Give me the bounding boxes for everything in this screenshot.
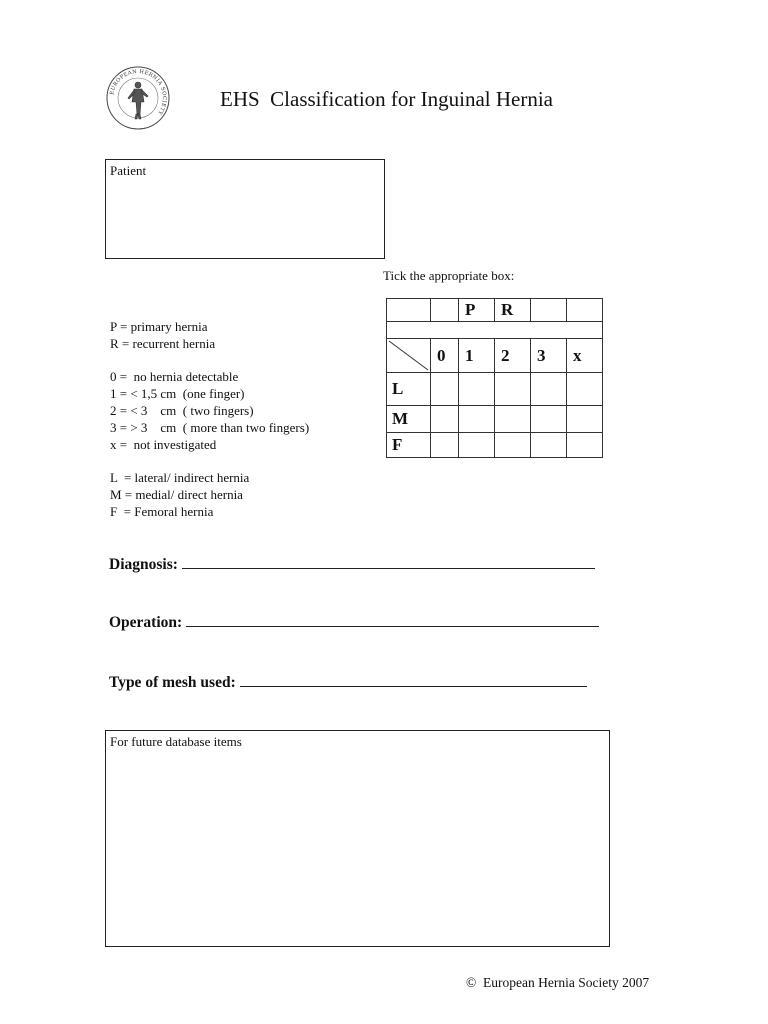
classification-grid [386,298,603,458]
diagnosis-label: Diagnosis: [109,556,178,573]
legend-femoral: F = Femoral hernia [110,503,214,519]
grid-top-cell [387,299,431,322]
page-title: EHS Classification for Inguinal Hernia [220,87,554,111]
tick-box[interactable] [567,373,603,406]
grid-row-label-f: F [387,433,431,458]
tick-box[interactable] [459,373,495,406]
grid-col-1: 1 [459,339,495,373]
future-database-box[interactable] [105,730,610,947]
grid-diagonal-cell [387,339,431,373]
grid-top-cell [567,299,603,322]
future-database-label: For future database items [110,734,242,749]
tick-box[interactable] [531,433,567,458]
legend-size-3: 3 = > 3 cm ( more than two fingers) [110,419,310,435]
diagnosis-field [109,554,595,574]
grid-spacer-row [387,322,603,339]
grid-row-f [387,433,603,458]
tick-box[interactable] [567,406,603,433]
operation-field [109,612,599,632]
tick-box[interactable] [495,406,531,433]
grid-row-pr [387,299,603,322]
legend-size-x: x = not investigated [110,436,217,452]
copyright-footer: © European Hernia Society 2007 [466,975,650,990]
mesh-line[interactable] [240,672,587,687]
grid-col-0: 0 [431,339,459,373]
grid-col-3: 3 [531,339,567,373]
tick-box[interactable] [431,406,459,433]
legend-medial: M = medial/ direct hernia [110,486,243,502]
tick-box[interactable] [431,433,459,458]
grid-col-2: 2 [495,339,531,373]
legend-size-0: 0 = no hernia detectable [110,369,239,385]
legend [110,319,309,521]
tick-box[interactable] [495,373,531,406]
patient-box[interactable] [105,159,385,259]
legend-size-1: 1 = < 1,5 cm (one finger) [110,386,245,402]
grid-row-sizes [387,339,603,373]
patient-label: Patient [110,163,147,178]
tick-instruction: Tick the appropriate box: [383,268,515,283]
grid-header-r[interactable]: R [495,299,531,322]
legend-lateral: L = lateral/ indirect hernia [110,470,250,486]
mesh-field [109,672,587,692]
diagnosis-line[interactable] [182,554,595,569]
tick-box[interactable] [567,433,603,458]
legend-primary: P = primary hernia [110,319,208,334]
tick-box[interactable] [531,406,567,433]
grid-row-m [387,406,603,433]
legend-size-2: 2 = < 3 cm ( two fingers) [110,402,254,418]
legend-recurrent: R = recurrent hernia [110,335,216,351]
grid-col-x: x [567,339,603,373]
mesh-label: Type of mesh used: [109,674,236,691]
grid-top-cell [531,299,567,322]
tick-box[interactable] [459,433,495,458]
seal-lettering: EUROPEAN HERNIA SOCIETY [109,68,168,116]
tick-box[interactable] [459,406,495,433]
tick-box[interactable] [531,373,567,406]
grid-row-l [387,373,603,406]
grid-row-label-l: L [387,373,431,406]
operation-label: Operation: [109,614,183,631]
operation-line[interactable] [186,612,599,627]
diagonal-line [387,339,430,372]
tick-box[interactable] [431,373,459,406]
grid-header-p[interactable]: P [459,299,495,322]
grid-row-label-m: M [387,406,431,433]
tick-box[interactable] [495,433,531,458]
grid-top-cell [431,299,459,322]
european-hernia-society-seal-icon [106,66,170,130]
grid-spacer-cell [387,322,603,339]
